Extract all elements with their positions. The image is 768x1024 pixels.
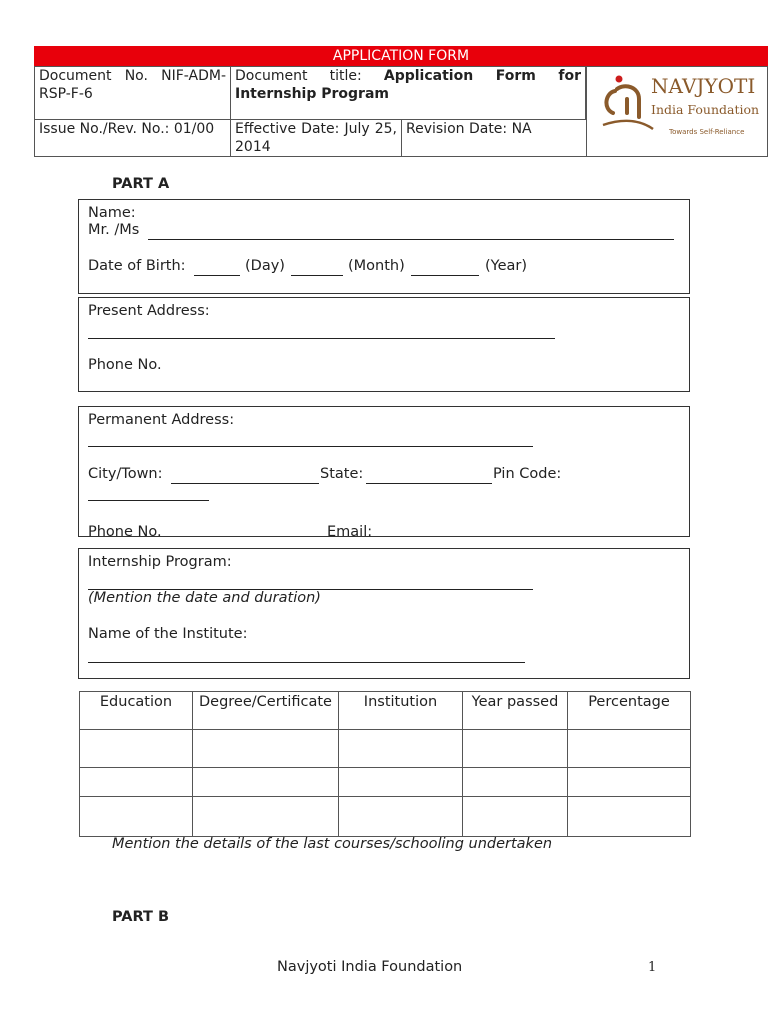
degree-header: Degree/Certificate bbox=[193, 692, 339, 730]
table-cell[interactable] bbox=[193, 768, 339, 797]
name-section bbox=[78, 199, 690, 294]
dob-day-field[interactable] bbox=[194, 275, 240, 276]
logo-name: NAVJYOTI bbox=[651, 74, 756, 98]
table-cell[interactable] bbox=[193, 730, 339, 768]
email-label: Email: bbox=[327, 524, 373, 537]
institution-header: Institution bbox=[339, 692, 463, 730]
name-label: Name: bbox=[88, 205, 136, 221]
internship-label: Internship Program: bbox=[88, 554, 232, 570]
table-cell[interactable] bbox=[463, 730, 568, 768]
table-cell[interactable] bbox=[80, 730, 193, 768]
logo-subtitle: India Foundation bbox=[651, 102, 760, 117]
education-note: Mention the details of the last courses/schooling undertaken bbox=[112, 836, 553, 852]
issue-revision: Issue No./Rev. No.: 01/00 bbox=[34, 119, 231, 157]
table-cell[interactable] bbox=[463, 797, 568, 837]
dob-month-field[interactable] bbox=[291, 275, 343, 276]
table-cell[interactable] bbox=[339, 730, 463, 768]
table-cell[interactable] bbox=[568, 768, 691, 797]
part-a-heading: PART A bbox=[112, 176, 170, 192]
effective-date: Effective Date: July 25, 2014 bbox=[230, 119, 402, 157]
table-cell[interactable] bbox=[568, 730, 691, 768]
city-field[interactable] bbox=[171, 483, 319, 484]
navjyoti-logo-icon bbox=[595, 69, 655, 139]
permanent-address-label: Permanent Address: bbox=[88, 412, 235, 428]
document-number: Document No. NIF-ADM-RSP-F-6 bbox=[34, 66, 231, 120]
table-cell[interactable] bbox=[339, 768, 463, 797]
logo-cell bbox=[586, 66, 768, 157]
part-b-heading: PART B bbox=[112, 909, 170, 925]
permanent-address-field[interactable] bbox=[88, 446, 533, 447]
dob-year-label: (Year) bbox=[485, 258, 528, 274]
institute-label: Name of the Institute: bbox=[88, 626, 248, 642]
phone-label: Phone No. bbox=[88, 357, 162, 373]
dob-label: Date of Birth: bbox=[88, 258, 186, 274]
mention-date-note: (Mention the date and duration) bbox=[88, 590, 321, 606]
table-cell[interactable] bbox=[80, 768, 193, 797]
table-row bbox=[80, 797, 691, 837]
education-header: Education bbox=[80, 692, 193, 730]
page-number: 1 bbox=[648, 960, 657, 975]
document-title bbox=[230, 66, 586, 120]
dob-month-label: (Month) bbox=[348, 258, 405, 274]
salutation-label: Mr. /Ms bbox=[88, 222, 140, 238]
dob-year-field[interactable] bbox=[411, 275, 479, 276]
institute-field[interactable] bbox=[88, 662, 525, 663]
table-row bbox=[80, 768, 691, 797]
table-cell[interactable] bbox=[463, 768, 568, 797]
phone-label-2: Phone No. bbox=[88, 524, 162, 537]
table-cell[interactable] bbox=[193, 797, 339, 837]
form-banner: APPLICATION FORM bbox=[34, 46, 768, 66]
footer-org: Navjyoti India Foundation bbox=[277, 959, 463, 975]
table-row bbox=[80, 730, 691, 768]
city-label: City/Town: bbox=[88, 466, 163, 482]
pin-code-field[interactable] bbox=[88, 500, 209, 501]
state-field[interactable] bbox=[366, 483, 492, 484]
document-title-prefix: Document title: bbox=[235, 68, 384, 84]
dob-day-label: (Day) bbox=[245, 258, 285, 274]
present-address-field[interactable] bbox=[88, 338, 555, 339]
education-header-row bbox=[80, 692, 691, 730]
logo-tagline: Towards Self-Reliance bbox=[669, 128, 745, 136]
table-cell[interactable] bbox=[568, 797, 691, 837]
education-table bbox=[79, 691, 691, 837]
document-title-bold: Application Form for Internship Program bbox=[235, 68, 581, 102]
present-address-label: Present Address: bbox=[88, 303, 210, 319]
name-field[interactable] bbox=[148, 239, 674, 240]
table-cell[interactable] bbox=[80, 797, 193, 837]
pin-code-label: Pin Code: bbox=[493, 466, 562, 482]
table-cell[interactable] bbox=[339, 797, 463, 837]
percentage-header: Percentage bbox=[568, 692, 691, 730]
state-label: State: bbox=[320, 466, 364, 482]
year-passed-header: Year passed bbox=[463, 692, 568, 730]
revision-date: Revision Date: NA bbox=[401, 119, 587, 157]
